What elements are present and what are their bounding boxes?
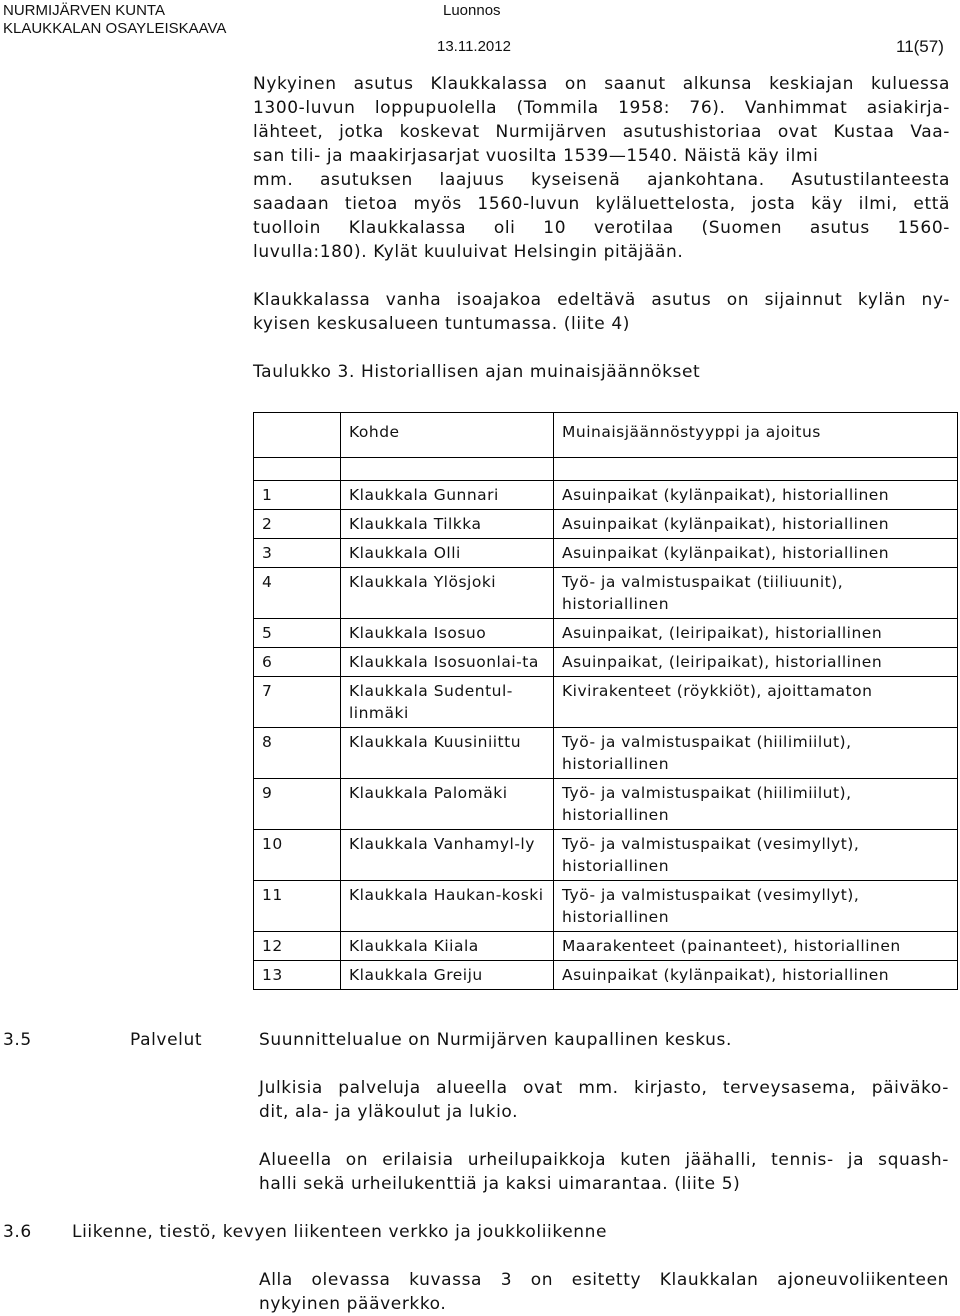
org-line-2: KLAUKKALAN OSAYLEISKAAVA (3, 20, 227, 37)
row-tyyppi-cell: Työ- ja valmistuspaikat (hiilimiilut), historiallinen (554, 779, 958, 830)
row-number-cell: 13 (254, 961, 341, 990)
row-kohde-cell: Klaukkala Isosuo (341, 619, 554, 648)
table-caption: Taulukko 3. Historiallisen ajan muinaisjäännökset (253, 362, 701, 382)
table-row (254, 932, 958, 961)
row-tyyppi-cell: Työ- ja valmistuspaikat (hiilimiilut), historiallinen (554, 728, 958, 779)
intro-paragraph (253, 72, 950, 264)
table-header-row (254, 413, 958, 458)
row-kohde-cell: Klaukkala Kuusiniittu (341, 728, 554, 779)
section-3-5-p1: Suunnittelualue on Nurmijärven kaupallinen keskus. (259, 1030, 732, 1050)
row-kohde-cell: Klaukkala Tilkka (341, 510, 554, 539)
table-row (254, 648, 958, 677)
row-kohde-cell: Klaukkala Olli (341, 539, 554, 568)
row-number-cell: 12 (254, 932, 341, 961)
para1-line: tuolloin Klaukkalassa oli 10 verotilaa (Suomen asutus 1560- (253, 218, 950, 238)
s36-p1-line: Alla olevassa kuvassa 3 on esitetty Klaukkalan ajoneuvoliikenteen (259, 1270, 949, 1290)
row-kohde-cell: Klaukkala Ylösjoki (341, 568, 554, 619)
section-3-5-number: 3.5 (3, 1030, 32, 1050)
header-cell-tyyppi: Muinaisjäännöstyyppi ja ajoitus (554, 413, 958, 458)
row-number-cell: 8 (254, 728, 341, 779)
row-kohde-cell: Klaukkala Palomäki (341, 779, 554, 830)
section-3-5-p2 (259, 1076, 949, 1124)
row-tyyppi-cell: Asuinpaikat, (leiripaikat), historiallinen (554, 619, 958, 648)
row-number-cell: 7 (254, 677, 341, 728)
s35-p2-line: dit, ala- ja yläkoulut ja lukio. (259, 1102, 519, 1122)
s35-p3-line: Alueella on erilaisia urheilupaikkoja kuten jäähalli, tennis- ja squash- (259, 1150, 949, 1170)
row-tyyppi-cell: Asuinpaikat (kylänpaikat), historiallinen (554, 539, 958, 568)
para1-line: luvulla:180). Kylät kuuluivat Helsingin pitäjään. (253, 242, 684, 262)
row-kohde-cell: Klaukkala Vanhamyl-ly (341, 830, 554, 881)
row-kohde-cell: Klaukkala Gunnari (341, 481, 554, 510)
section-3-5-title: Palvelut (130, 1030, 203, 1050)
table-row (254, 568, 958, 619)
row-tyyppi-cell: Asuinpaikat (kylänpaikat), historiallinen (554, 510, 958, 539)
row-tyyppi-cell: Työ- ja valmistuspaikat (vesimyllyt), historiallinen (554, 881, 958, 932)
para1-line: mm. asutuksen laajuus kyseisenä ajankohtana. Asutustilanteesta (253, 170, 950, 190)
row-number-cell: 6 (254, 648, 341, 677)
para1-line: 1300-luvun loppupuolella (Tommila 1958: 76). Vanhimmat asiakirja- (253, 98, 950, 118)
row-number-cell: 9 (254, 779, 341, 830)
row-tyyppi-cell: Asuinpaikat (kylänpaikat), historiallinen (554, 961, 958, 990)
heritage-table (253, 412, 958, 990)
row-number-cell: 11 (254, 881, 341, 932)
para1-line: san tili- ja maakirjasarjat vuosilta 1539—1540. Näistä käy ilmi (253, 146, 819, 166)
table-row (254, 728, 958, 779)
table-row (254, 961, 958, 990)
row-tyyppi-cell: Työ- ja valmistuspaikat (tiiliuunit), historiallinen (554, 568, 958, 619)
row-number-cell: 3 (254, 539, 341, 568)
table-row (254, 677, 958, 728)
section-3-6-p1 (259, 1268, 949, 1316)
header-cell-kohde: Kohde (341, 413, 554, 458)
table-row (254, 830, 958, 881)
page-number: 11(57) (896, 37, 944, 56)
s36-p1-line: nykyinen pääverkko. (259, 1294, 447, 1314)
org-name (3, 2, 226, 38)
para1-line: saadaan tietoa myös 1560-luvun kyläluettelosta, josta käy ilmi, että (253, 194, 950, 214)
row-kohde-cell: Klaukkala Haukan-koski (341, 881, 554, 932)
org-line-1: NURMIJÄRVEN KUNTA (3, 2, 165, 19)
table-row (254, 539, 958, 568)
row-kohde-cell: Klaukkala Kiiala (341, 932, 554, 961)
row-tyyppi-cell: Asuinpaikat, (leiripaikat), historiallinen (554, 648, 958, 677)
row-tyyppi-cell: Työ- ja valmistuspaikat (vesimyllyt), historiallinen (554, 830, 958, 881)
table-row (254, 510, 958, 539)
header-cell-number (254, 413, 341, 458)
table-row (254, 881, 958, 932)
table-row (254, 619, 958, 648)
para1-line: Nykyinen asutus Klaukkalassa on saanut alkunsa keskiajan kuluessa (253, 74, 950, 94)
row-number-cell: 1 (254, 481, 341, 510)
row-number-cell: 5 (254, 619, 341, 648)
row-tyyppi-cell: Kivirakenteet (röykkiöt), ajoittamaton (554, 677, 958, 728)
row-kohde-cell: Klaukkala Isosuonlai-ta (341, 648, 554, 677)
section-3-6-title: Liikenne, tiestö, kevyen liikenteen verkko ja joukkoliikenne (72, 1222, 608, 1242)
para2-line: kyisen keskusalueen tuntumassa. (liite 4) (253, 314, 630, 334)
row-number-cell: 4 (254, 568, 341, 619)
row-number-cell: 2 (254, 510, 341, 539)
row-tyyppi-cell: Maarakenteet (painanteet), historiallinen (554, 932, 958, 961)
para2-line: Klaukkalassa vanha isoajakoa edeltävä asutus on sijainnut kylän ny- (253, 290, 950, 310)
doc-date: 13.11.2012 (437, 38, 511, 55)
row-kohde-cell: Klaukkala Sudentul-linmäki (341, 677, 554, 728)
table-spacer-row (254, 458, 958, 481)
section-3-5-p3 (259, 1148, 949, 1196)
settlement-paragraph (253, 288, 950, 336)
s35-p2-line: Julkisia palveluja alueella ovat mm. kirjasto, terveysasema, päiväko- (259, 1078, 949, 1098)
table-row (254, 481, 958, 510)
row-tyyppi-cell: Asuinpaikat (kylänpaikat), historiallinen (554, 481, 958, 510)
doc-status: Luonnos (443, 2, 501, 19)
row-kohde-cell: Klaukkala Greiju (341, 961, 554, 990)
row-number-cell: 10 (254, 830, 341, 881)
s35-p3-line: halli sekä urheilukenttiä ja kaksi uimarantaa. (liite 5) (259, 1174, 741, 1194)
table-row (254, 779, 958, 830)
section-3-6-number: 3.6 (3, 1222, 32, 1242)
para1-line: lähteet, jotka koskevat Nurmijärven asutushistoriaa ovat Kustaa Vaa- (253, 122, 950, 142)
